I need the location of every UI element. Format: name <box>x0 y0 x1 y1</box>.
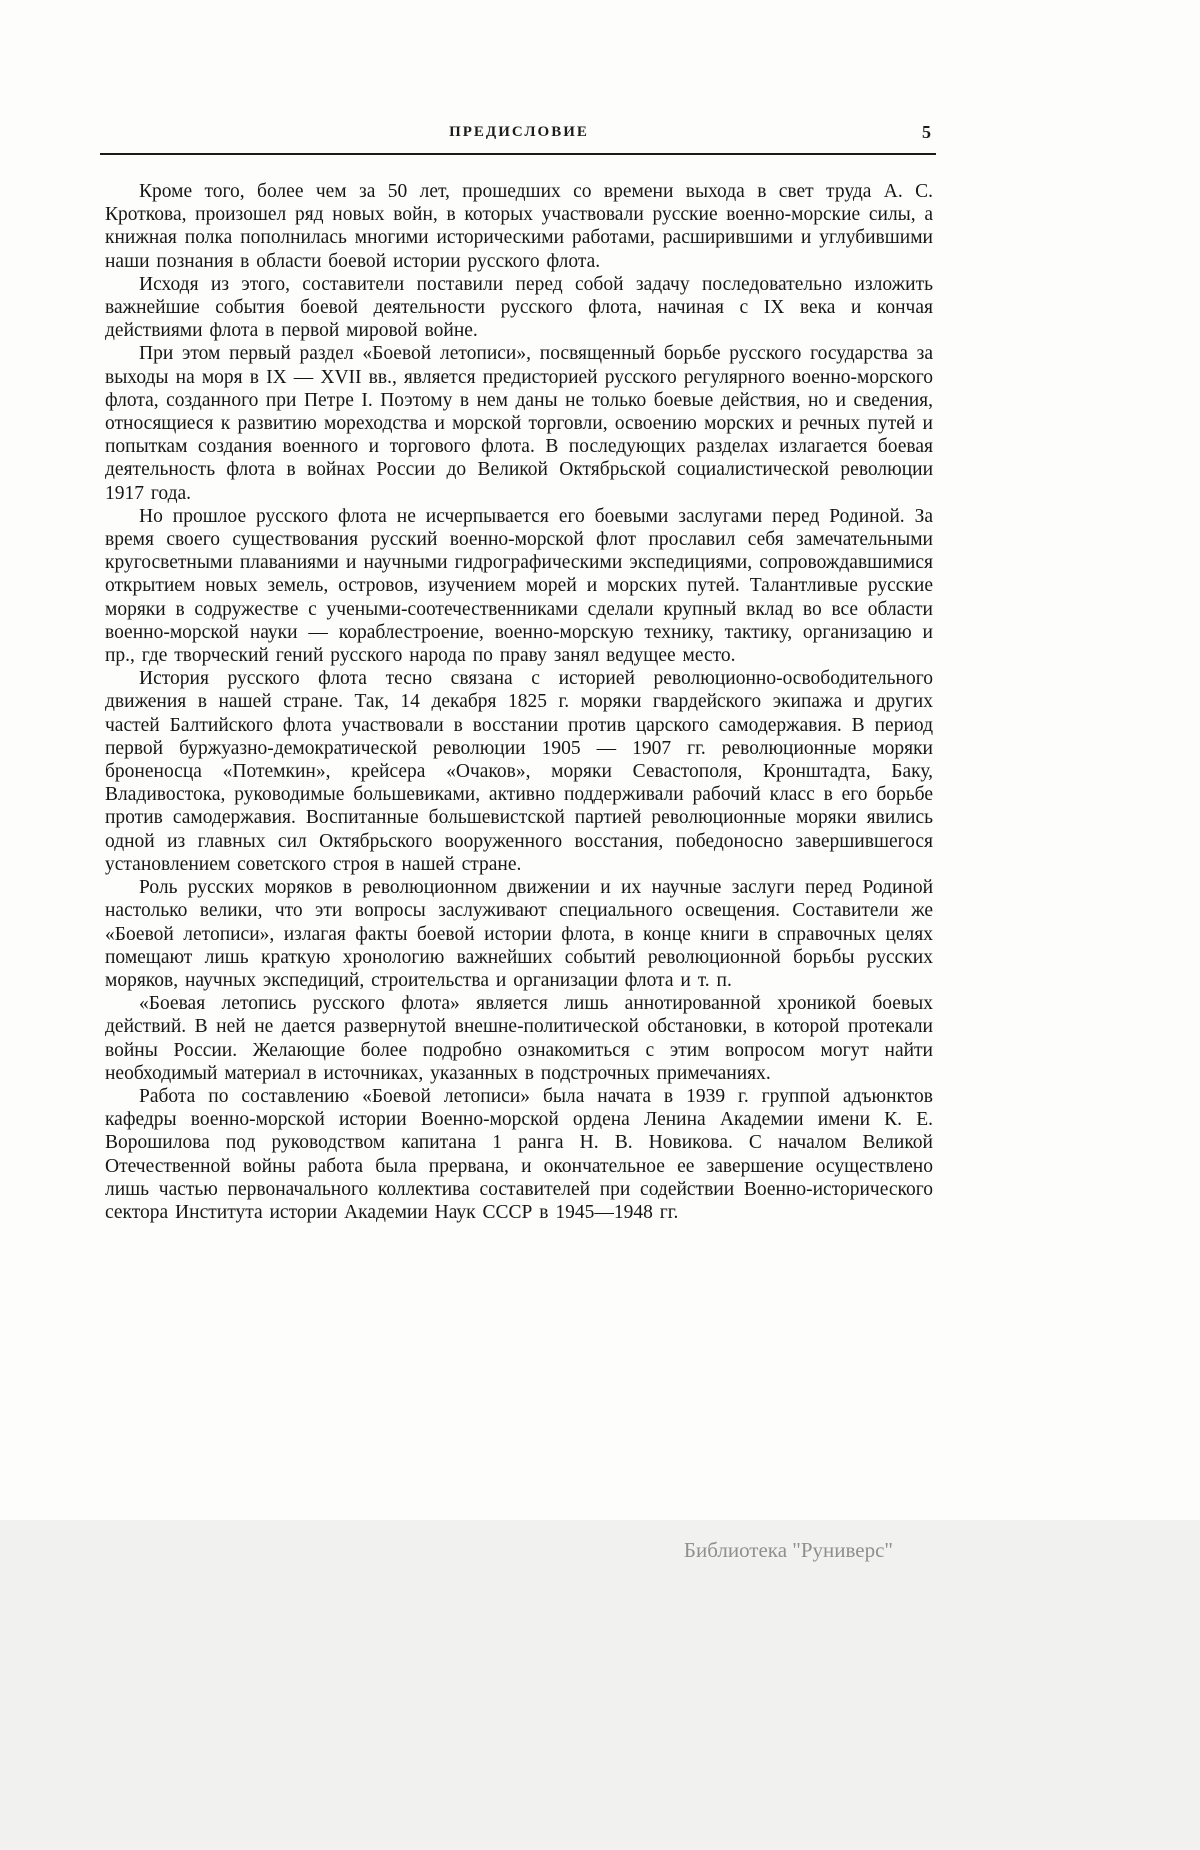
header-rule <box>100 153 936 155</box>
footer-band <box>0 1520 1200 1850</box>
page-header <box>105 124 933 148</box>
paragraph: История русского флота тесно связана с историей революционно-освободительного движения в нашей стране. Так, 14 декабря 1825 г. моряки гвардейского экипажа и других частей Балтийского флота участвовали в восстании против царского самодержавия. В период первой буржуазно-демократической революции 1905 — 1907 гг. революционные моряки броненосца «Потемкин», крейсера «Очаков», моряки Севастополя, Кронштадта, Баку, Владивостока, руководимые большевиками, активно поддерживали рабочий класс в его борьбе против самодержавия. Воспитанные большевистской партией революционные моряки явились одной из главных сил Октябрьского вооруженного восстания, победоносно завершившегося установлением советского строя в нашей стране. <box>105 668 933 875</box>
paragraph: Исходя из этого, составители поставили перед собой задачу последовательно изложить важнейшие события боевой деятельности русского флота, начиная с IX века и кончая действиями флота в первой мировой войне. <box>105 273 933 342</box>
paragraph: «Боевая летопись русского флота» является лишь аннотированной хроникой боевых действий. В ней не дается развернутой внешне-политической обстановки, в которой протекали войны России. Желающие более подробно ознакомиться с этим вопросом могут найти необходимый материал в источниках, указанных в подстрочных примечаниях. <box>105 993 933 1084</box>
library-watermark: Библиотека "Руниверс" <box>683 1538 893 1562</box>
paragraph: Роль русских моряков в революционном движении и их научные заслуги перед Родиной настолько велики, что эти вопросы заслуживают специального освещения. Составители же «Боевой летописи», излагая факты боевой истории флота, в конце книги в справочных целях помещают лишь краткую хронологию важнейших событий революционной борьбы русских моряков, научных экспедиций, строительства и организации флота и т. п. <box>105 877 933 991</box>
paragraph: Работа по составлению «Боевой летописи» была начата в 1939 г. группой адъюнктов кафедры военно-морской истории Военно-морской ордена Ленина Академии имени К. Е. Ворошилова под руководством капитана 1 ранга Н. В. Новикова. С началом Великой Отечественной войны работа была прервана, и окончательное ее завершение осуществлено лишь частью первоначального коллектива составителей при содействии Военно-исторического сектора Института истории Академии Наук СССР в 1945—1948 гг. <box>105 1085 933 1223</box>
paragraph: Но прошлое русского флота не исчерпывается его боевыми заслугами перед Родиной. За время своего существования русский военно-морской флот прославил себя замечательными кругосветными плаваниями и научными гидрографическими экспедициями, сопровождавшимися открытием новых земель, островов, изучением морей и морских путей. Талантливые русские моряки в содружестве с учеными-соотечественниками сделали крупный вклад во все области военно-морской науки — кораблестроение, военно-морскую технику, тактику, организацию и пр., где творческий гений русского народа по праву занял ведущее место. <box>105 505 933 667</box>
page-number: 5 <box>922 122 931 142</box>
paragraph: Кроме того, более чем за 50 лет, прошедших со времени выхода в свет труда А. С. Кроткова, произошел ряд новых войн, в которых участвовали русские военно-морские силы, а книжная полка пополнилась многими историческими работами, расширившими и углубившими наши познания в области боевой истории русского флота. <box>105 181 933 272</box>
paragraph: При этом первый раздел «Боевой летописи», посвященный борьбе русского государства за выходы на моря в IX — XVII вв., является предисторией русского регулярного военно-морского флота, созданного при Петре I. Поэтому в нем даны не только боевые действия, но и сведения, относящиеся к развитию мореходства и морской торговли, освоению морских и речных путей и попыткам создания военного и торгового флота. В последующих разделах излагается боевая деятельность флота в войнах России до Великой Октябрьской социалистической революции 1917 года. <box>105 343 933 504</box>
page-title: ПРЕДИСЛОВИЕ <box>449 124 589 140</box>
body-text <box>105 180 933 1224</box>
